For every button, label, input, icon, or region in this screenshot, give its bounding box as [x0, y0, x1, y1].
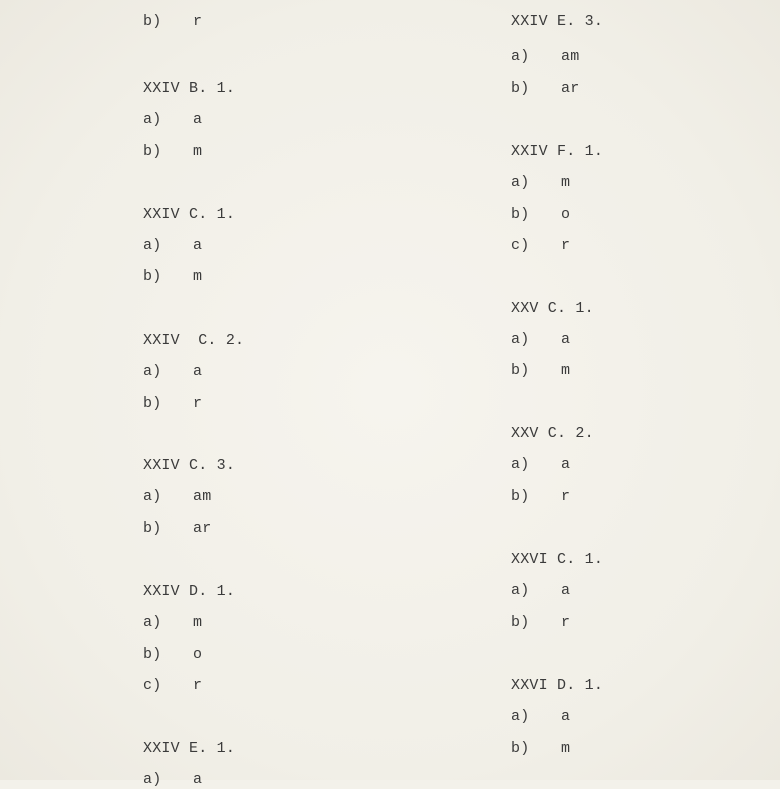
item-letter: a): [511, 48, 530, 65]
section-heading: XXIV F. 1.: [511, 143, 604, 160]
answer-item: [143, 771, 202, 789]
item-value: m: [193, 143, 203, 160]
item-letter: c): [511, 237, 530, 254]
section-heading: XXV C. 1.: [511, 300, 594, 317]
answer-item: [511, 708, 570, 726]
item-letter: b): [143, 13, 162, 30]
item-value: m: [561, 174, 571, 191]
item-value: ar: [193, 520, 212, 537]
item-letter: a): [511, 582, 530, 599]
section-heading: XXVI D. 1.: [511, 677, 604, 694]
item-value: m: [561, 740, 571, 757]
item-value: m: [193, 614, 203, 631]
section-heading: XXIV E. 3.: [511, 13, 604, 30]
item-value: r: [561, 488, 571, 505]
item-value: r: [561, 237, 571, 254]
item-value: a: [561, 708, 571, 725]
answer-item: [143, 143, 202, 161]
item-value: a: [193, 111, 203, 128]
section-heading: XXIV E. 1.: [143, 740, 236, 757]
answer-item: [511, 614, 570, 632]
section-heading: XXIV B. 1.: [143, 80, 236, 97]
answer-item: [143, 614, 202, 632]
item-letter: b): [143, 143, 162, 160]
item-letter: a): [511, 174, 530, 191]
answer-item: [511, 48, 579, 66]
item-letter: b): [143, 268, 162, 285]
item-value: o: [561, 206, 571, 223]
answer-item: [143, 488, 211, 506]
item-letter: c): [143, 677, 162, 694]
item-value: a: [561, 331, 571, 348]
answer-item: [511, 206, 570, 224]
item-value: am: [193, 488, 212, 505]
section-heading: XXIV D. 1.: [143, 583, 236, 600]
answer-item: [511, 582, 570, 600]
item-letter: b): [143, 646, 162, 663]
answer-item: [511, 80, 579, 98]
item-letter: a): [143, 363, 162, 380]
section-heading: XXIV C. 1.: [143, 206, 236, 223]
item-letter: b): [511, 80, 530, 97]
answer-item: [143, 13, 202, 31]
item-value: m: [193, 268, 203, 285]
answer-item: [511, 237, 570, 255]
section-heading: XXVI C. 1.: [511, 551, 604, 568]
item-letter: b): [511, 206, 530, 223]
answer-item: [143, 363, 202, 381]
item-letter: a): [143, 614, 162, 631]
item-value: a: [193, 363, 203, 380]
item-value: ar: [561, 80, 580, 97]
item-value: r: [561, 614, 571, 631]
answer-item: [143, 111, 202, 129]
section-heading: XXV C. 2.: [511, 425, 594, 442]
answer-item: [143, 677, 202, 695]
answer-item: [143, 268, 202, 286]
item-letter: a): [511, 331, 530, 348]
answer-item: [511, 362, 570, 380]
item-value: m: [561, 362, 571, 379]
item-value: r: [193, 395, 203, 412]
item-letter: a): [143, 488, 162, 505]
item-letter: a): [143, 771, 162, 788]
item-letter: b): [511, 362, 530, 379]
section-heading: XXIV C. 2.: [143, 332, 245, 349]
item-letter: b): [143, 520, 162, 537]
item-letter: b): [511, 740, 530, 757]
item-value: a: [561, 582, 571, 599]
item-value: r: [193, 677, 203, 694]
answer-item: [511, 331, 570, 349]
answer-item: [143, 395, 202, 413]
item-letter: a): [143, 237, 162, 254]
item-letter: b): [511, 614, 530, 631]
item-value: a: [561, 456, 571, 473]
answer-item: [511, 740, 570, 758]
item-letter: a): [511, 708, 530, 725]
item-value: a: [193, 771, 203, 788]
item-value: am: [561, 48, 580, 65]
answer-item: [143, 237, 202, 255]
answer-item: [511, 488, 570, 506]
item-letter: b): [511, 488, 530, 505]
section-heading: XXIV C. 3.: [143, 457, 236, 474]
item-value: r: [193, 13, 203, 30]
item-letter: b): [143, 395, 162, 412]
item-value: a: [193, 237, 203, 254]
answer-item: [143, 646, 202, 664]
item-letter: a): [511, 456, 530, 473]
answer-item: [511, 456, 570, 474]
item-letter: a): [143, 111, 162, 128]
answer-item: [511, 174, 570, 192]
answer-item: [143, 520, 211, 538]
item-value: o: [193, 646, 203, 663]
